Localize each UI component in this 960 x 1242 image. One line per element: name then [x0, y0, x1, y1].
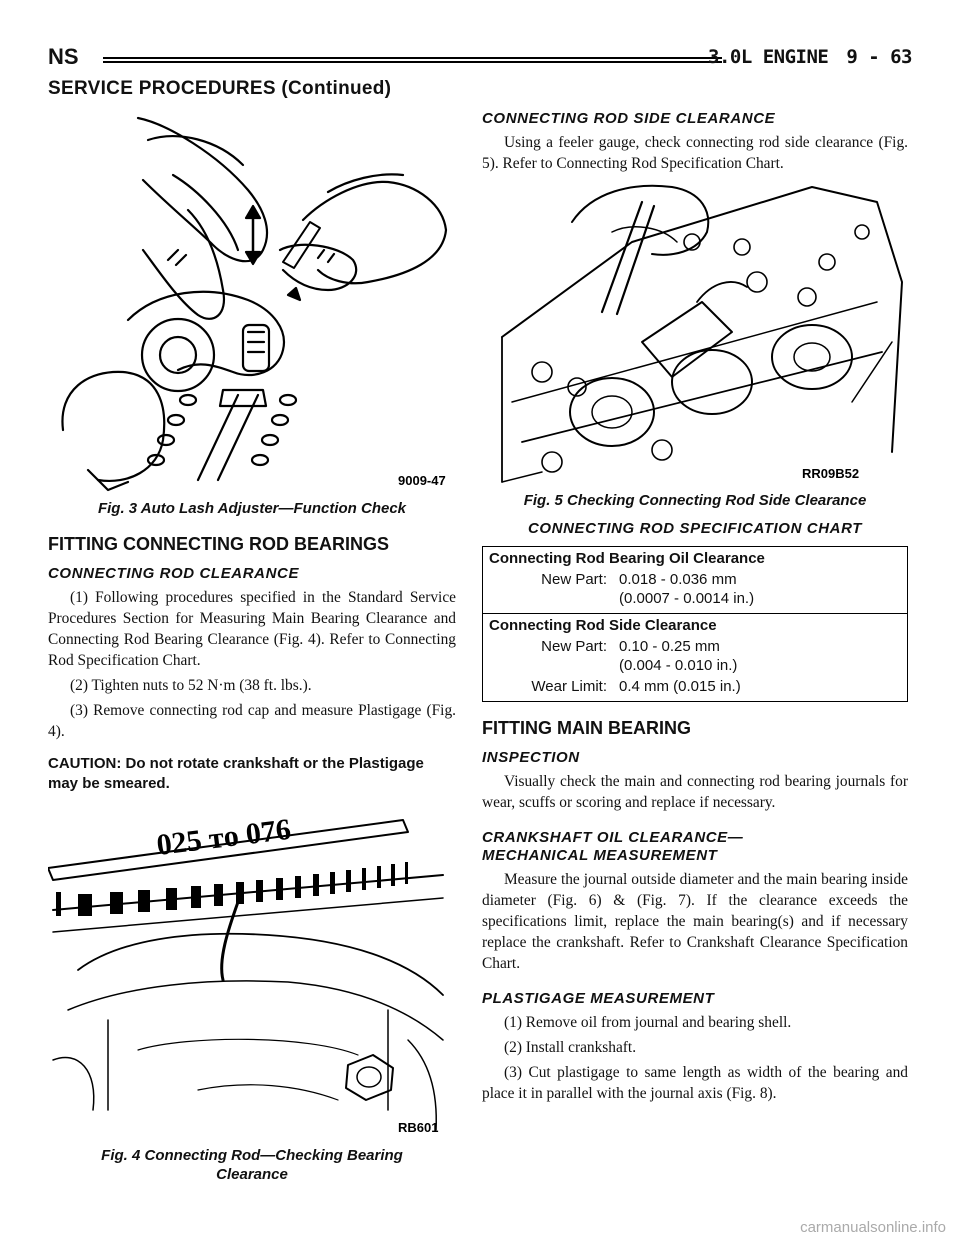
table-row: [483, 675, 908, 702]
spec-value: 0.4 mm (0.015 in.): [619, 678, 741, 695]
side-clearance-text: Using a feeler gauge, check connecting rod side clearance (Fig. 5). Refer to Connecting Rod Specification Chart.: [482, 134, 908, 172]
spec-label: Wear Limit:: [531, 678, 607, 695]
heading-spec-chart: CONNECTING ROD SPECIFICATION CHART: [527, 520, 862, 537]
spec-section-title: Connecting Rod Side Clearance: [483, 614, 908, 638]
heading-inspection: INSPECTION: [482, 749, 580, 766]
spec-value: 0.10 - 0.25 mm: [619, 638, 720, 655]
plastigage-step-3: (3) Cut plastigage to same length as width of the bearing and place it in parallel with the journal axis (Fig. 8).: [482, 1064, 908, 1102]
spec-label: New Part:: [541, 571, 607, 588]
spec-value: (0.004 - 0.010 in.): [619, 657, 738, 674]
table-row: [483, 637, 908, 656]
fig4-caption-line1: Fig. 4 Connecting Rod—Checking Bearing: [101, 1147, 403, 1164]
watermark-text: carmanualsonline.info: [800, 1219, 946, 1236]
fig5-code-label: RR09B52: [802, 466, 860, 481]
fig4-caption-line2: Clearance: [216, 1166, 288, 1183]
fig5-illustration: [482, 182, 908, 487]
header-section-title: 3.0L ENGINE: [708, 46, 829, 68]
plastigage-step-1: (1) Remove oil from journal and bearing shell.: [504, 1014, 792, 1031]
header-page-number: 9 - 63: [846, 46, 912, 68]
fig3-caption: Fig. 3 Auto Lash Adjuster—Function Check: [97, 500, 407, 517]
fig4-caption: [48, 1146, 456, 1184]
fig4-illustration: [48, 810, 453, 1140]
caution-note: CAUTION: Do not rotate crankshaft or the Plastigage may be smeared.: [48, 755, 424, 792]
step-1: (1) Following procedures specified in the Standard Service Procedures Section for Measuring Main Bearing Clearance and Connecting Rod Bearing Clearance (Fig. 4). Refer to Connecting Rod Specification Chart.: [48, 589, 456, 669]
step-3: (3) Remove connecting rod cap and measure Plastigage (Fig. 4).: [48, 702, 456, 740]
heading-crank-clearance: [482, 829, 908, 865]
fig4-scale-text: 025 ᴛᴏ 076: [154, 812, 293, 862]
heading-plastigage: PLASTIGAGE MEASUREMENT: [482, 990, 715, 1007]
fig3-illustration: [48, 110, 448, 495]
fig3-code-label: 9009-47: [398, 473, 446, 488]
spec-value: (0.0007 - 0.0014 in.): [619, 590, 755, 607]
plastigage-step-2: (2) Install crankshaft.: [504, 1039, 637, 1056]
right-column: [482, 110, 908, 1108]
spec-label: New Part:: [541, 638, 607, 655]
page-header: [48, 44, 912, 74]
rod-spec-table: [482, 546, 908, 702]
header-model-code: NS: [48, 44, 79, 69]
left-column: [48, 110, 456, 1184]
spec-section-title: Connecting Rod Bearing Oil Clearance: [489, 550, 765, 567]
table-row: [483, 614, 908, 638]
table-row: [483, 656, 908, 675]
heading-rod-clearance: CONNECTING ROD CLEARANCE: [48, 565, 300, 582]
header-section: [708, 46, 912, 68]
fig4-code-label: RB601: [398, 1120, 439, 1135]
heading-side-clearance: CONNECTING ROD SIDE CLEARANCE: [482, 110, 776, 127]
header-rule: [103, 57, 722, 63]
crank-clearance-text: Measure the journal outside diameter and the main bearing inside diameter (Fig. 6) & (Fig. 7). If the clearance exceeds the specifications limit, replace the main bearing(s) and if necessary replace the crankshaft. Refer to Crankshaft Clearance Specification Chart.: [482, 871, 908, 972]
step-2: (2) Tighten nuts to 52 N·m (38 ft. lbs.).: [70, 677, 312, 694]
heading-fitting-main-bearing: FITTING MAIN BEARING: [482, 718, 691, 738]
heading-crank-line2: MECHANICAL MEASUREMENT: [482, 847, 718, 864]
fig5-caption: Fig. 5 Checking Connecting Rod Side Clearance: [523, 492, 867, 509]
inspection-text: Visually check the main and connecting rod bearing journals for wear, scuffs or scoring and replace if necessary.: [482, 773, 908, 811]
continued-title: SERVICE PROCEDURES (Continued): [48, 78, 392, 99]
table-row: [483, 570, 908, 589]
table-row: [483, 589, 908, 614]
table-row: [483, 547, 908, 571]
spec-value: 0.018 - 0.036 mm: [619, 571, 737, 588]
heading-fitting-rod-bearings: FITTING CONNECTING ROD BEARINGS: [48, 534, 389, 554]
heading-crank-line1: CRANKSHAFT OIL CLEARANCE—: [482, 829, 744, 846]
